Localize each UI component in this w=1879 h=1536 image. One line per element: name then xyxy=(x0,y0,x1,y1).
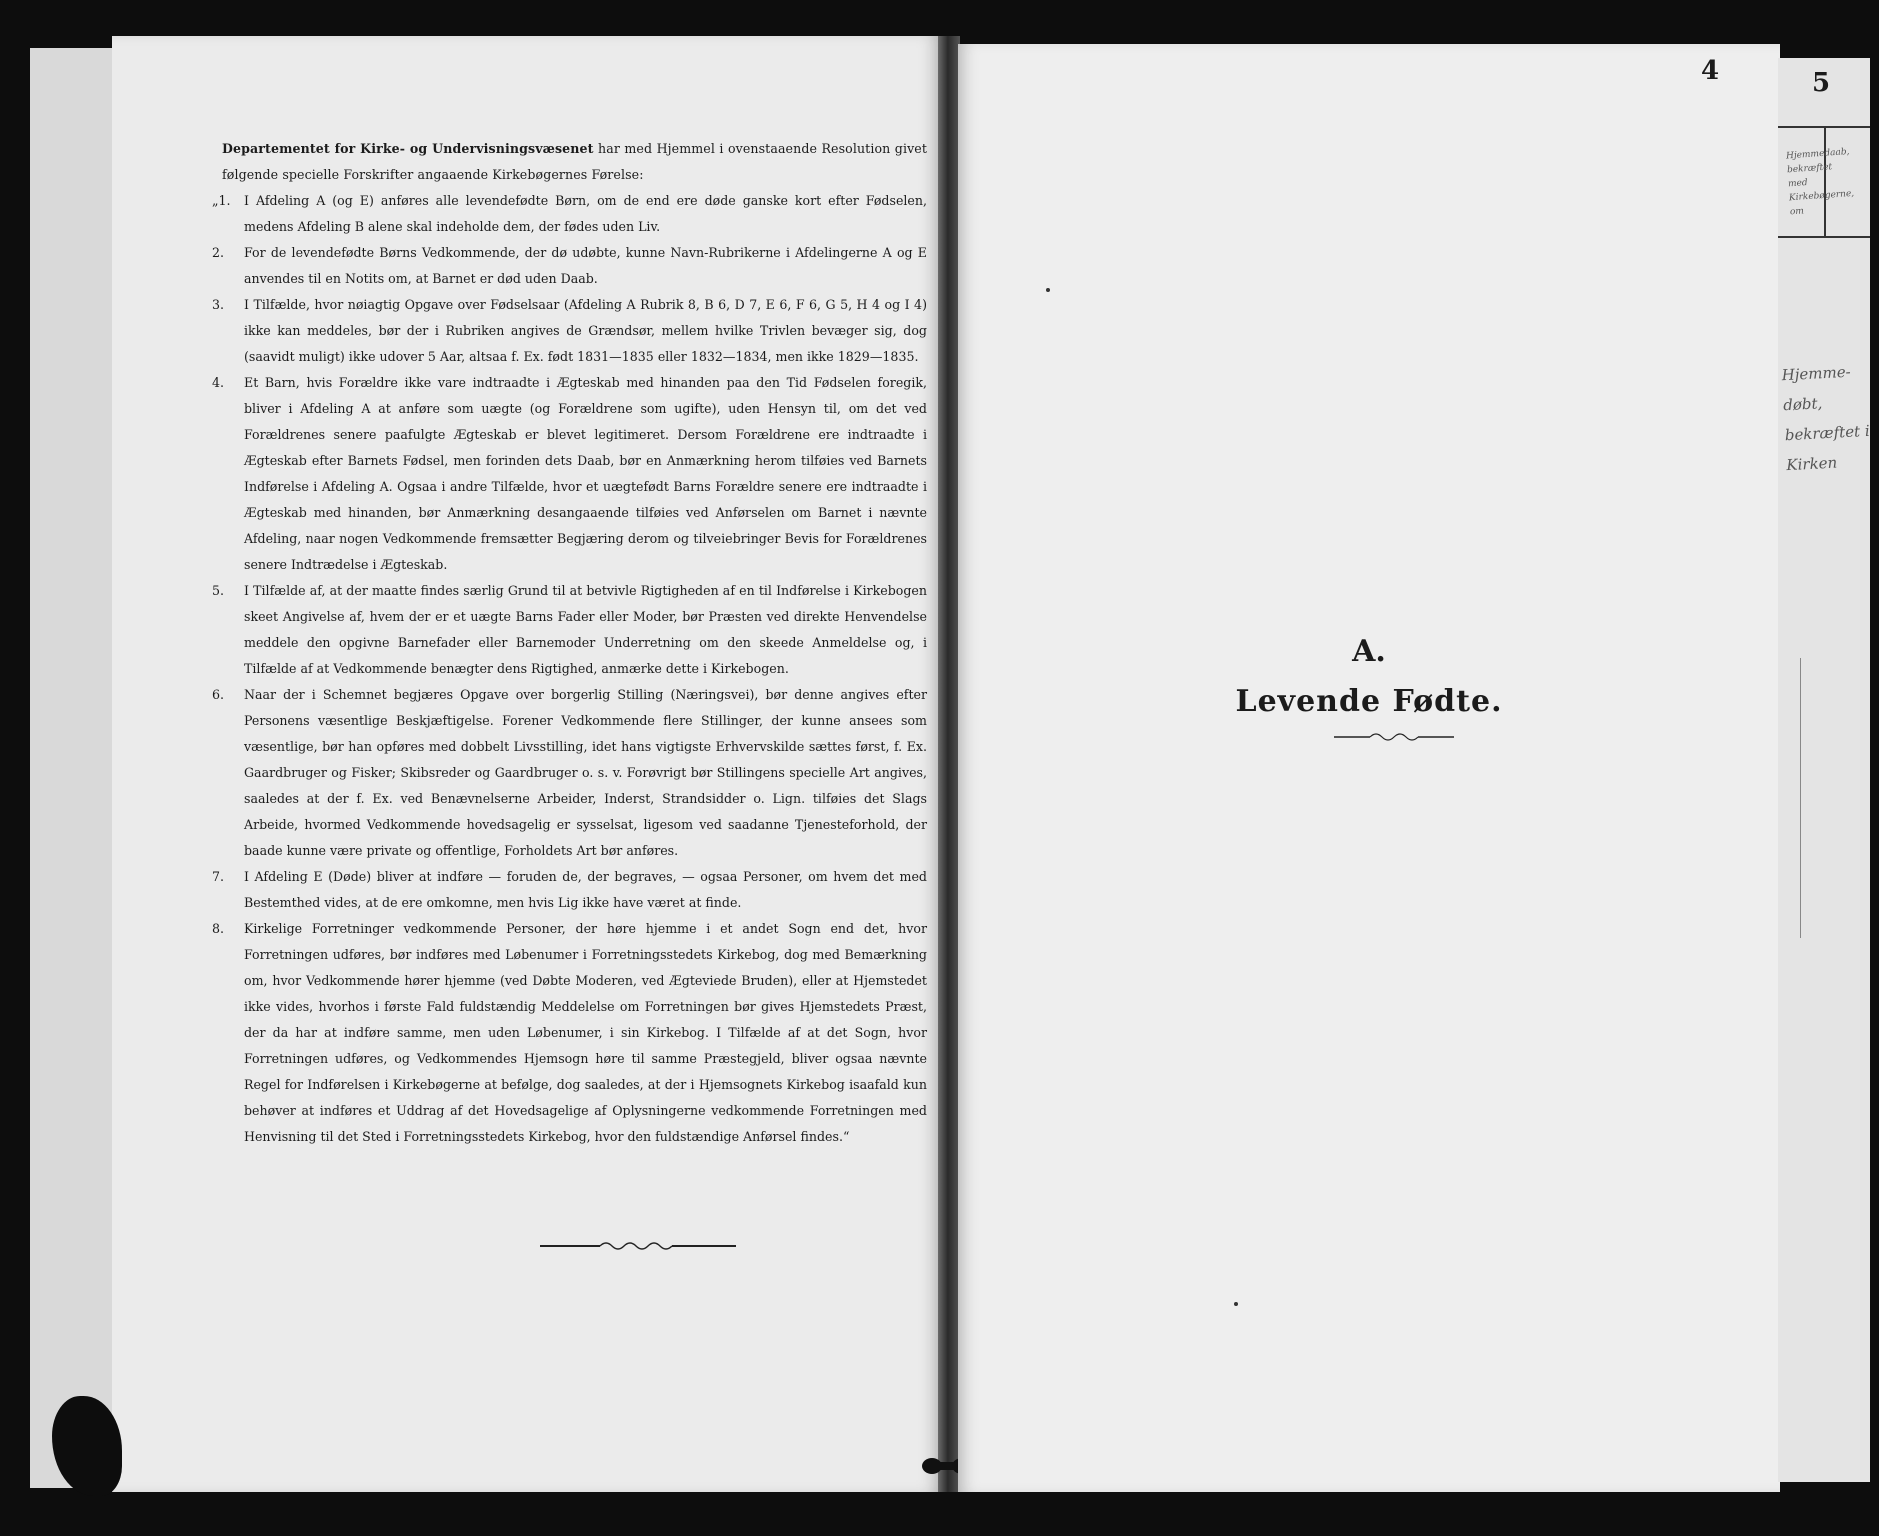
rule-text: Naar der i Schemnet begjæres Opgave over borgerlig Stilling (Næringsvei), bør denne angives efter Personens væsentlige Beskjæftigelse. Forener Vedkommende flere Stillinger, der kunne ansees som væsentlige, bør han opføres med dobbelt Livsstilling, idet hans vigtigste Erhvervskilde sættes først, f. Ex. Gaardbruger og Fisker; Skibsreder og Gaardbruger o. s. v. Forøvrigt bør Stillingens specielle Art angives, saaledes at der f. Ex. ved Benævnelserne Arbeider, Inderst, Strandsidder o. Lign. tilføies det Slags Arbeide, hvormed Vedkommende hovedsagelig er sysselsat, ligesom ved saadanne Tjenesteforhold, der baade kunne være private og offentlige, Forholdets Art bør anføres. xyxy=(244,687,927,858)
rule-text: Kirkelige Forretninger vedkommende Personer, der høre hjemme i et andet Sogn end det, hvor Forretningen udføres, bør indføres med Løbenumer i Forretningsstedets Kirkebog, dog med Bemærkning om, hvor Vedkommende hører hjemme (ved Døbte Moderen, ved Ægteviede Bruden), eller at Hjemstedet ikke vides, hvorhos i første Fald fuldstændig Meddelelse om Forretningen bør gives Hjemstedets Præst, der da har at indføre samme, men uden Løbenumer, i sin Kirkebog. I Tilfælde af at det Sogn, hvor Forretningen udføres, og Vedkommendes Hjemsogn høre til samme Præstegjeld, bliver ogsaa nævnte Regel for Indførelsen i Kirkebøgerne at befølge, dog saaledes, at der i Hjemsognets Kirkebog isaafald kun behøver at indføres et Uddrag af det Hovedsagelige af Oplysningerne vedkommende Forretningen med Henvisning til det Sted i Forretningsstedets Kirkebog, hvor den fuldstændige Anførsel findes.“ xyxy=(244,921,927,1144)
intro-text: har med Hjemmel i ovenstaaende Resolution givet følgende specielle Forskrifter angaaende Kirkebøgernes Førelse: xyxy=(222,141,927,182)
rule-text: I Tilfælde af, at der maatte findes særlig Grund til at betvivle Rigtigheden af en til Indførelse i Kirkebogen skeet Angivelse af, hvem der er et uægte Barns Fader eller Moder, bør Præsten ved direkte Henvendelse meddele den opgivne Barnefader eller Barnemoder Underretning om den skeede Anmeldelse og, i Tilfælde af at Vedkommende benægter dens Rigtighed, anmærke dette i Kirkebogen. xyxy=(244,583,927,676)
ink-speck xyxy=(1046,288,1050,292)
rule-number: 4. xyxy=(212,375,225,390)
rule-item-4 xyxy=(212,370,927,578)
section-letter: A. xyxy=(1352,634,1386,669)
decree-intro xyxy=(222,136,927,188)
decree-text-block xyxy=(212,136,927,1150)
book-spine xyxy=(938,36,960,1492)
department-name: Departementet for Kirke- og Undervisningsvæsenet xyxy=(222,141,594,156)
ornamental-rule-right xyxy=(1334,730,1454,744)
rule-item-7 xyxy=(212,864,927,916)
ink-speck xyxy=(1234,1302,1238,1306)
rule-number: 5. xyxy=(212,583,225,598)
ornamental-rule-left xyxy=(540,1239,736,1253)
right-page xyxy=(958,44,1780,1492)
rule-text: I Afdeling E (Døde) bliver at indføre — foruden de, der begraves, — ogsaa Personer, om hvem det med Bestemthed vides, at de ere omkomne, men hvis Lig ikke have været at finde. xyxy=(244,869,927,910)
page-number: 4 xyxy=(1701,56,1720,86)
rule-item-3 xyxy=(212,292,927,370)
rule-text: For de levendefødte Børns Vedkommende, der dø udøbte, kunne Navn-Rubrikerne i Afdelingerne A og E anvendes til en Notits om, at Barnet er død uden Daab. xyxy=(244,245,927,286)
rule-number: 6. xyxy=(212,687,225,702)
next-page-number: 5 xyxy=(1812,68,1831,98)
table-header-rule xyxy=(1778,236,1870,238)
section-title: Levende Fødte. xyxy=(1235,684,1503,719)
column-header-fragment: Hjemmedaab, bekræftet med Kirkebøgerne, om xyxy=(1785,147,1855,218)
rule-item-5 xyxy=(212,578,927,682)
handwritten-note: Hjemme-døbt, bekræftet i Kirken xyxy=(1781,362,1871,475)
rule-item-8 xyxy=(212,916,927,1150)
rule-item-6 xyxy=(212,682,927,864)
rule-text: I Afdeling A (og E) anføres alle levendefødte Børn, om de end ere døde ganske kort efter Fødselen, medens Afdeling B alene skal indeholde dem, der fødes uden Liv. xyxy=(244,193,927,234)
rule-item-1 xyxy=(212,188,927,240)
rule-number: 2. xyxy=(212,245,225,260)
rule-number: „1. xyxy=(212,193,231,208)
next-page-edge xyxy=(1778,58,1870,1482)
left-page xyxy=(112,36,942,1492)
rule-item-2 xyxy=(212,240,927,292)
table-line xyxy=(1800,658,1801,938)
rule-text: I Tilfælde, hvor nøiagtig Opgave over Fødselsaar (Afdeling A Rubrik 8, B 6, D 7, E 6, F 6, G 5, H 4 og I 4) ikke kan meddeles, bør der i Rubriken angives de Grændsør, mellem hvilke Trivlen bevæger sig, dog (saavidt muligt) ikke udover 5 Aar, altsaa f. Ex. født 1831—1835 eller 1832—1834, men ikke 1829—1835. xyxy=(244,297,927,364)
rule-number: 7. xyxy=(212,869,225,884)
rule-number: 8. xyxy=(212,921,225,936)
rule-number: 3. xyxy=(212,297,225,312)
rule-text: Et Barn, hvis Forældre ikke vare indtraadte i Ægteskab med hinanden paa den Tid Fødselen foregik, bliver i Afdeling A at anføre som uægte (og Forældrene som ugifte), uden Hensyn til, om det ved Forældrenes senere paafulgte Ægteskab er blevet legitimeret. Dersom Forældrene ere indtraadte i Ægteskab efter Barnets Fødsel, men forinden dets Daab, bør en Anmærkning herom tilføies ved Barnets Indførelse i Afdeling A. Ogsaa i andre Tilfælde, hvor et uægtefødt Barns Forældre senere ere indtraadte i Ægteskab med hinanden, bør Anmærkning desangaaende tilføies ved Anførselen om Barnet i nævnte Afdeling, naar nogen Vedkommende fremsætter Begjæring derom og tilveiebringer Bevis for Forældrenes senere Indtrædelse i Ægteskab. xyxy=(244,375,927,572)
